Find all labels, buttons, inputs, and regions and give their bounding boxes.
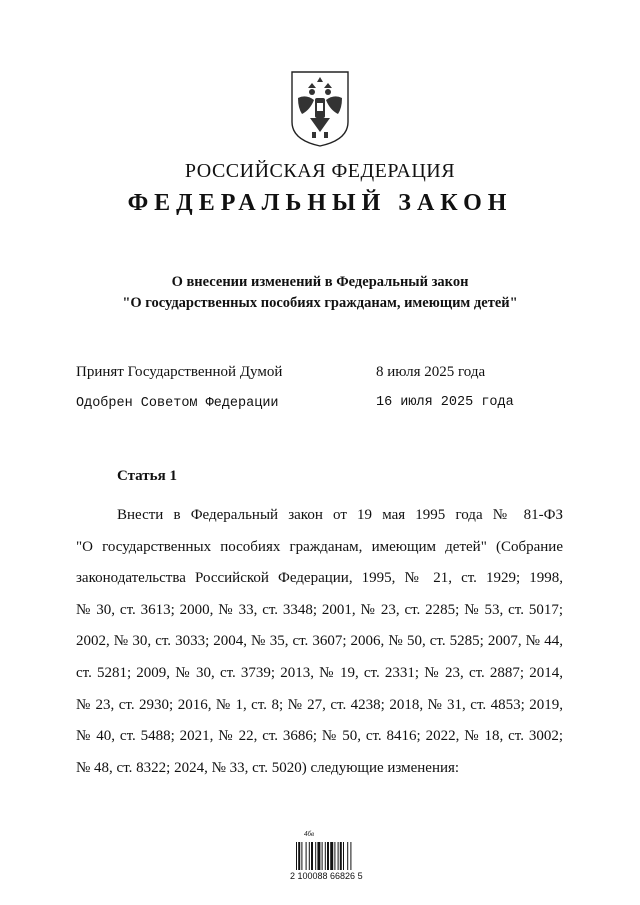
article-heading: Статья 1 (117, 468, 177, 484)
article-line: № 40, ст. 5488; 2021, № 22, ст. 3686; № 50, ст. 8416; 2022, № 18, ст. 3002; (76, 728, 563, 745)
article-line: № 23, ст. 2930; 2016, № 1, ст. 8; № 27, ст. 4238; 2018, № 31, ст. 4853; 2019, (76, 696, 563, 713)
approved-label: Одобрен Советом Федерации (76, 396, 279, 411)
barcode-mark: 4бв (304, 830, 315, 838)
law-title-line-2: "О государственных пособиях гражданам, имеющим детей" (122, 295, 518, 311)
article-line: "О государственных пособиях гражданам, имеющим детей" (Собрание (76, 538, 563, 555)
article-line: Внести в Федеральный закон от 19 мая 1995 года № 81-ФЗ (117, 507, 563, 523)
approved-date: 16 июля 2025 года (376, 395, 514, 410)
article-body (76, 500, 563, 784)
law-title (0, 272, 640, 314)
article-line: № 48, ст. 8322; 2024, № 33, ст. 5020) следующие изменения: (76, 759, 460, 776)
barcode (290, 830, 380, 880)
barcode-icon (296, 842, 376, 870)
article-line: законодательства Российской Федерации, 1995, № 21, ст. 1929; 1998, (76, 570, 563, 587)
article-line: № 30, ст. 3613; 2000, № 33, ст. 3348; 2001, № 23, ст. 2285; № 53, ст. 5017; (76, 601, 563, 618)
law-title-line-1: О внесении изменений в Федеральный закон (171, 274, 469, 290)
emblem-icon (288, 70, 352, 148)
country-name: РОССИЙСКАЯ ФЕДЕРАЦИЯ (184, 160, 456, 182)
adopted-date: 8 июля 2025 года (376, 364, 486, 380)
adopted-label: Принят Государственной Думой (76, 364, 283, 380)
document-type: ФЕДЕРАЛЬНЫЙ ЗАКОН (127, 190, 513, 216)
article-line: ст. 5281; 2009, № 30, ст. 3739; 2013, № 19, ст. 2331; № 23, ст. 2887; 2014, (76, 664, 563, 681)
article-line: 2002, № 30, ст. 3033; 2004, № 35, ст. 3607; 2006, № 50, ст. 5285; 2007, № 44, (76, 633, 563, 650)
barcode-number: 2 100088 66826 5 (290, 871, 363, 881)
